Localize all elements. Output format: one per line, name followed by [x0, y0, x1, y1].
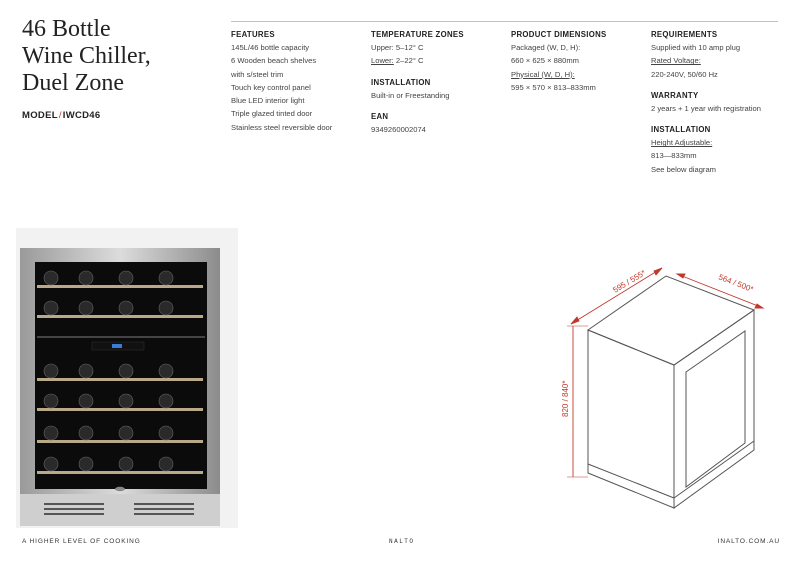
- features-heading: FEATURES: [231, 30, 275, 39]
- warranty-value: 2 years + 1 year with registration: [651, 103, 761, 113]
- lower-zone-label: Lower:: [371, 56, 394, 66]
- header-rule: [231, 21, 778, 22]
- installation-height-heading: INSTALLATION: [651, 125, 711, 135]
- installation-type-heading: INSTALLATION: [371, 77, 431, 87]
- dimensions-section: [511, 29, 607, 94]
- ean-heading: EAN: [371, 111, 389, 121]
- feature-item: Stainless steel reversible door: [231, 122, 333, 132]
- feature-item: 6 Wooden beach shelves: [231, 56, 317, 66]
- feature-item: Blue LED interior light: [231, 96, 305, 106]
- brand-badge: [115, 487, 125, 491]
- width-dimension-label: 595 / 555*: [611, 268, 648, 295]
- footer-brand-logo: NALTO: [389, 538, 415, 545]
- requirements-column: [651, 29, 761, 176]
- lower-zone: [371, 54, 464, 67]
- dimension-lines: [567, 268, 763, 477]
- height-adjustable-label: Height Adjustable:: [651, 138, 713, 148]
- feature-item: with s/steel trim: [231, 69, 284, 79]
- physical-label: Physical (W, D, H):: [511, 69, 575, 79]
- upper-zone-label: Upper:: [371, 43, 394, 52]
- feature-item: Touch key control panel: [231, 82, 311, 92]
- temperature-installation-column: [371, 29, 464, 136]
- dimensions-heading: PRODUCT DIMENSIONS: [511, 30, 607, 39]
- cabinet-outline: [588, 276, 754, 508]
- model-code: IWCD46: [62, 110, 101, 121]
- product-title: [22, 16, 212, 97]
- feature-item: 145L/46 bottle capacity: [231, 43, 310, 52]
- control-panel: [92, 342, 144, 350]
- depth-dimension-label: 564 / 500*: [717, 272, 755, 294]
- voltage-label: Rated Voltage:: [651, 56, 701, 66]
- model-separator: /: [58, 110, 62, 121]
- warranty-heading: WARRANTY: [651, 90, 699, 100]
- plug-requirement: Supplied with 10 amp plug: [651, 43, 741, 52]
- wine-chiller-photo: [16, 228, 238, 528]
- dimension-diagram: [555, 265, 785, 515]
- model-label: MODEL: [22, 110, 58, 121]
- upper-zone: [371, 41, 464, 54]
- height-adjustable-value: 813—833mm: [651, 151, 697, 161]
- footer-website: INALTO.COM.AU: [717, 538, 780, 545]
- title-line-1: 46 Bottle: [22, 16, 111, 42]
- temperature-zones-heading: TEMPERATURE ZONES: [371, 30, 464, 39]
- title-line-3: Duel Zone: [22, 70, 124, 96]
- features-section: [231, 29, 332, 134]
- packaged-value: 660 × 625 × 880mm: [511, 56, 579, 66]
- title-line-2: Wine Chiller,: [22, 43, 151, 69]
- installation-type-value: Built-in or Freestanding: [371, 90, 450, 100]
- ean-value: 9349260002074: [371, 124, 426, 134]
- voltage-value: 220-240V, 50/60 Hz: [651, 69, 718, 79]
- physical-value: 595 × 570 × 813–833mm: [511, 82, 596, 92]
- height-dimension-label: 820 / 840*: [561, 380, 570, 417]
- feature-item: Triple glazed tinted door: [231, 109, 313, 119]
- packaged-label: Packaged (W, D, H):: [511, 43, 581, 52]
- lower-zone-value: 2–22° C: [395, 56, 424, 66]
- model-number: [22, 110, 100, 121]
- footer-tagline: A HIGHER LEVEL OF COOKING: [22, 538, 141, 545]
- diagram-note: See below diagram: [651, 164, 717, 174]
- upper-zone-value: 5–12° C: [395, 43, 424, 52]
- requirements-heading: REQUIREMENTS: [651, 30, 718, 39]
